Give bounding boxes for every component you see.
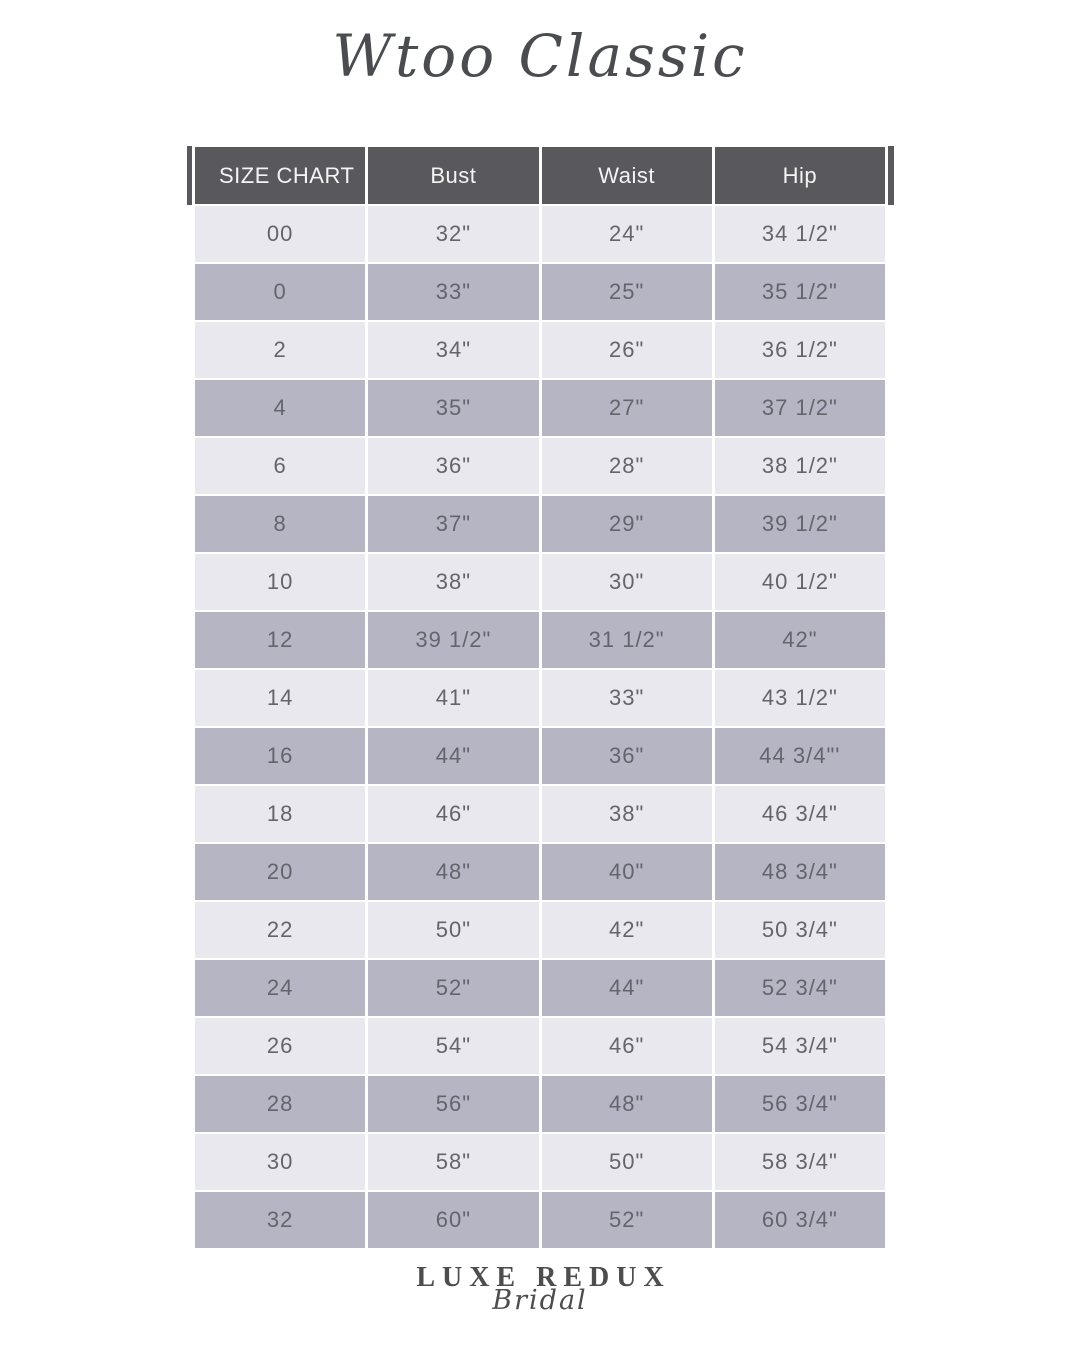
table-cell: 39 1/2" xyxy=(713,495,886,553)
table-row xyxy=(194,959,887,1017)
table-cell: 34" xyxy=(367,321,540,379)
table-cell: 50" xyxy=(540,1133,713,1191)
footer-brand-script: Bridal xyxy=(492,1285,588,1316)
table-row xyxy=(194,437,887,495)
table-row xyxy=(194,553,887,611)
table-row xyxy=(194,727,887,785)
table-cell: 50 3/4" xyxy=(713,901,886,959)
table-cell: 22 xyxy=(194,901,367,959)
table-row xyxy=(194,785,887,843)
table-cell: 26" xyxy=(540,321,713,379)
table-row xyxy=(194,843,887,901)
table-cell: 35" xyxy=(367,379,540,437)
table-cell: 48 3/4" xyxy=(713,843,886,901)
table-cell: 38" xyxy=(540,785,713,843)
table-cell: 0 xyxy=(194,263,367,321)
table-cell: 40" xyxy=(540,843,713,901)
size-chart-table xyxy=(192,145,888,1250)
table-cell: 32" xyxy=(367,205,540,263)
table-cell: 58" xyxy=(367,1133,540,1191)
table-row xyxy=(194,321,887,379)
table-cell: 26 xyxy=(194,1017,367,1075)
table-cell: 41" xyxy=(367,669,540,727)
table-cell: 25" xyxy=(540,263,713,321)
table-row xyxy=(194,669,887,727)
table-cell: 14 xyxy=(194,669,367,727)
table-cell: 24" xyxy=(540,205,713,263)
table-cell: 20 xyxy=(194,843,367,901)
table-row xyxy=(194,1191,887,1249)
table-cell: 60 3/4" xyxy=(713,1191,886,1249)
table-body xyxy=(194,205,887,1249)
table-row xyxy=(194,611,887,669)
table-cell: 43 1/2" xyxy=(713,669,886,727)
table-cell: 46" xyxy=(540,1017,713,1075)
table-cell: 48" xyxy=(540,1075,713,1133)
table-cell: 2 xyxy=(194,321,367,379)
table-cell: 46" xyxy=(367,785,540,843)
table-row xyxy=(194,263,887,321)
table-cell: 32 xyxy=(194,1191,367,1249)
table-header-row xyxy=(194,146,887,205)
table-cell: 52" xyxy=(540,1191,713,1249)
table-row xyxy=(194,495,887,553)
table-row xyxy=(194,901,887,959)
table-cell: 34 1/2" xyxy=(713,205,886,263)
table-row xyxy=(194,1133,887,1191)
column-header-bust: Bust xyxy=(367,146,540,205)
table-cell: 24 xyxy=(194,959,367,1017)
table-cell: 42" xyxy=(540,901,713,959)
table-cell: 30" xyxy=(540,553,713,611)
table-cell: 52 3/4" xyxy=(713,959,886,1017)
table-cell: 27" xyxy=(540,379,713,437)
table-cell: 56" xyxy=(367,1075,540,1133)
table-cell: 58 3/4" xyxy=(713,1133,886,1191)
table-cell: 37 1/2" xyxy=(713,379,886,437)
table-row xyxy=(194,379,887,437)
table-cell: 16 xyxy=(194,727,367,785)
table-cell: 50" xyxy=(367,901,540,959)
table-cell: 18 xyxy=(194,785,367,843)
table-cell: 54 3/4" xyxy=(713,1017,886,1075)
footer-brand-name: LUXE REDUX xyxy=(416,1262,671,1293)
table-cell: 33" xyxy=(367,263,540,321)
table-cell: 44" xyxy=(540,959,713,1017)
table-cell: 39 1/2" xyxy=(367,611,540,669)
table-cell: 31 1/2" xyxy=(540,611,713,669)
table-cell: 54" xyxy=(367,1017,540,1075)
table-cell: 28" xyxy=(540,437,713,495)
page-title: Wtoo Classic xyxy=(332,22,748,90)
table-cell: 6 xyxy=(194,437,367,495)
column-header-hip: Hip xyxy=(713,146,886,205)
table-cell: 52" xyxy=(367,959,540,1017)
table-cell: 30 xyxy=(194,1133,367,1191)
table-row xyxy=(194,1075,887,1133)
table-cell: 35 1/2" xyxy=(713,263,886,321)
table-cell: 46 3/4" xyxy=(713,785,886,843)
table-cell: 37" xyxy=(367,495,540,553)
table-cell: 29" xyxy=(540,495,713,553)
table-cell: 44" xyxy=(367,727,540,785)
table-cell: 36" xyxy=(540,727,713,785)
table-cell: 36 1/2" xyxy=(713,321,886,379)
footer-logo xyxy=(0,1262,1080,1316)
table-cell: 40 1/2" xyxy=(713,553,886,611)
table-cell: 38" xyxy=(367,553,540,611)
table-cell: 12 xyxy=(194,611,367,669)
table-cell: 42" xyxy=(713,611,886,669)
table-cell: 00 xyxy=(194,205,367,263)
table-header xyxy=(194,146,887,205)
column-header-waist: Waist xyxy=(540,146,713,205)
table-cell: 28 xyxy=(194,1075,367,1133)
table-cell: 38 1/2" xyxy=(713,437,886,495)
column-header-size-chart: SIZE CHART xyxy=(194,146,367,205)
table-cell: 44 3/4"' xyxy=(713,727,886,785)
table-cell: 60" xyxy=(367,1191,540,1249)
table-cell: 36" xyxy=(367,437,540,495)
table-cell: 33" xyxy=(540,669,713,727)
table-row xyxy=(194,1017,887,1075)
table-row xyxy=(194,205,887,263)
table-cell: 4 xyxy=(194,379,367,437)
table-cell: 8 xyxy=(194,495,367,553)
table-cell: 10 xyxy=(194,553,367,611)
table-cell: 48" xyxy=(367,843,540,901)
table-cell: 56 3/4" xyxy=(713,1075,886,1133)
